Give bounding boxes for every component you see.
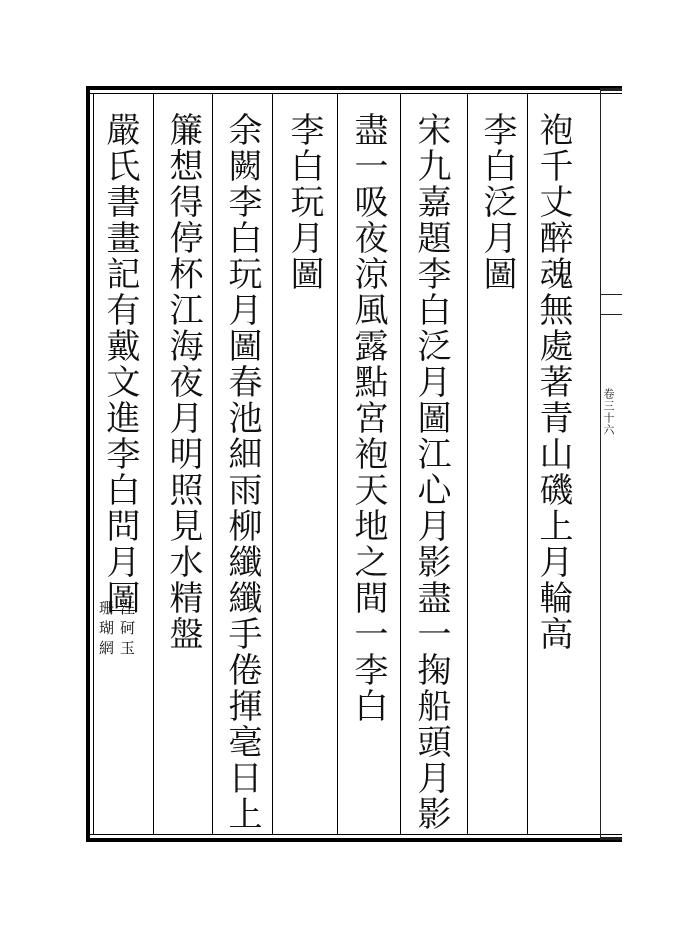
text-column-6: 余闕李白玩月圖春池細雨柳纖纖手倦揮毫日上	[222, 112, 262, 832]
text-column-7: 簾想得停杯江海夜月明照見水精盤	[163, 112, 203, 652]
frame-left-border	[86, 86, 90, 842]
column-divider	[153, 94, 154, 834]
frame-bottom-inner-line	[90, 834, 622, 835]
volume-marker: 卷三十六	[602, 388, 615, 436]
column-divider	[467, 94, 468, 834]
source-note-line-1: 汪砢玉	[118, 600, 136, 660]
page-fold	[600, 88, 622, 840]
fold-bottom-line	[600, 837, 622, 840]
text-column-2-heading: 李白泛月圖	[477, 112, 517, 292]
column-divider	[400, 94, 401, 834]
column-divider	[272, 94, 273, 834]
source-note-line-2: 珊瑚網	[97, 600, 115, 660]
text-column-4: 盡一吸夜涼風露點宮袍天地之間一李白	[348, 112, 388, 724]
column-divider	[212, 94, 213, 834]
fold-fishtail-line	[600, 314, 622, 315]
fold-edge	[600, 88, 601, 840]
text-column-1: 袍千丈醉魂無處著青山磯上月輪高	[533, 112, 573, 652]
text-column-3: 宋九嘉題李白泛月圖江心月影盡一掬船頭月影	[411, 112, 451, 832]
column-divider	[337, 94, 338, 834]
frame-bottom-border	[90, 838, 622, 842]
frame-left-inner-line	[93, 93, 94, 835]
frame-top-border	[90, 86, 622, 90]
column-divider	[527, 94, 528, 834]
text-column-5-heading: 李白玩月圖	[284, 112, 324, 292]
fold-fishtail-line	[600, 294, 622, 295]
text-column-8: 嚴氏書畫記有戴文進李白問月圖	[100, 112, 140, 616]
frame-top-inner-line	[90, 93, 622, 94]
fold-top-line	[600, 88, 622, 91]
